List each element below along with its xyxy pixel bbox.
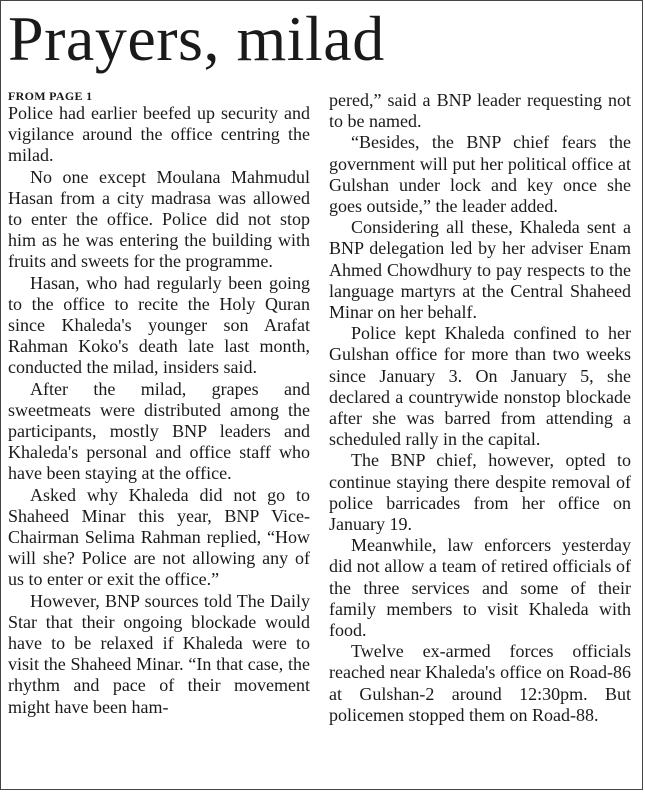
paragraph: Asked why Khaleda did not go to Shaheed Minar this year, BNP Vice-Chairman Selima Rahman replied, “How will she? Police are not allowing any of us to enter or exit the office.”: [8, 484, 310, 590]
article-column-right: [329, 90, 631, 726]
paragraph: Police kept Khaleda confined to her Gulshan office for more than two weeks since January 3. On January 5, she declared a countrywide nonstop blockade after she was barred from attending a scheduled rally in the capital.: [329, 323, 631, 450]
paragraph: Considering all these, Khaleda sent a BNP delegation led by her adviser Enam Ahmed Chowdhury to pay respects to the language martyrs at the Central Shaheed Minar on her behalf.: [329, 217, 631, 323]
kicker-from-page: FROM PAGE 1: [8, 89, 93, 103]
paragraph: No one except Moulana Mahmudul Hasan from a city madrasa was allowed to enter the office. Police did not stop him as he was entering the building with fruits and sweets for the programme.: [8, 166, 310, 272]
paragraph: Meanwhile, law enforcers yesterday did not allow a team of retired officials of the three services and some of their family members to visit Khaleda with food.: [329, 535, 631, 641]
headline: Prayers, milad: [8, 3, 385, 74]
paragraph: However, BNP sources told The Daily Star that their ongoing blockade would have to be relaxed if Khaleda were to visit the Shaheed Minar. “In that case, the rhythm and pace of their movement might have been ham-: [8, 590, 310, 717]
paragraph: pered,” said a BNP leader requesting not to be named.: [329, 90, 631, 132]
article-column-left: [8, 89, 310, 718]
paragraph: Twelve ex-armed forces officials reached near Khaleda's office on Road-86 at Gulshan-2 around 12:30pm. But policemen stopped them on Road-88.: [329, 641, 631, 725]
paragraph: The BNP chief, however, opted to continue staying there despite removal of police barricades from her office on January 19.: [329, 450, 631, 535]
paragraph: After the milad, grapes and sweetmeats were distributed among the participants, mostly BNP leaders and Khaleda's personal and office staff who have been staying at the office.: [8, 378, 310, 484]
paragraph: Police had earlier beefed up security and vigilance around the office centring the milad.: [8, 103, 310, 166]
paragraph: “Besides, the BNP chief fears the government will put her political office at Gulshan under lock and key once she goes outside,” the leader added.: [329, 132, 631, 217]
paragraph: Hasan, who had regularly been going to the office to recite the Holy Quran since Khaleda's younger son Arafat Rahman Koko's death late last month, conducted the milad, insiders said.: [8, 272, 310, 378]
